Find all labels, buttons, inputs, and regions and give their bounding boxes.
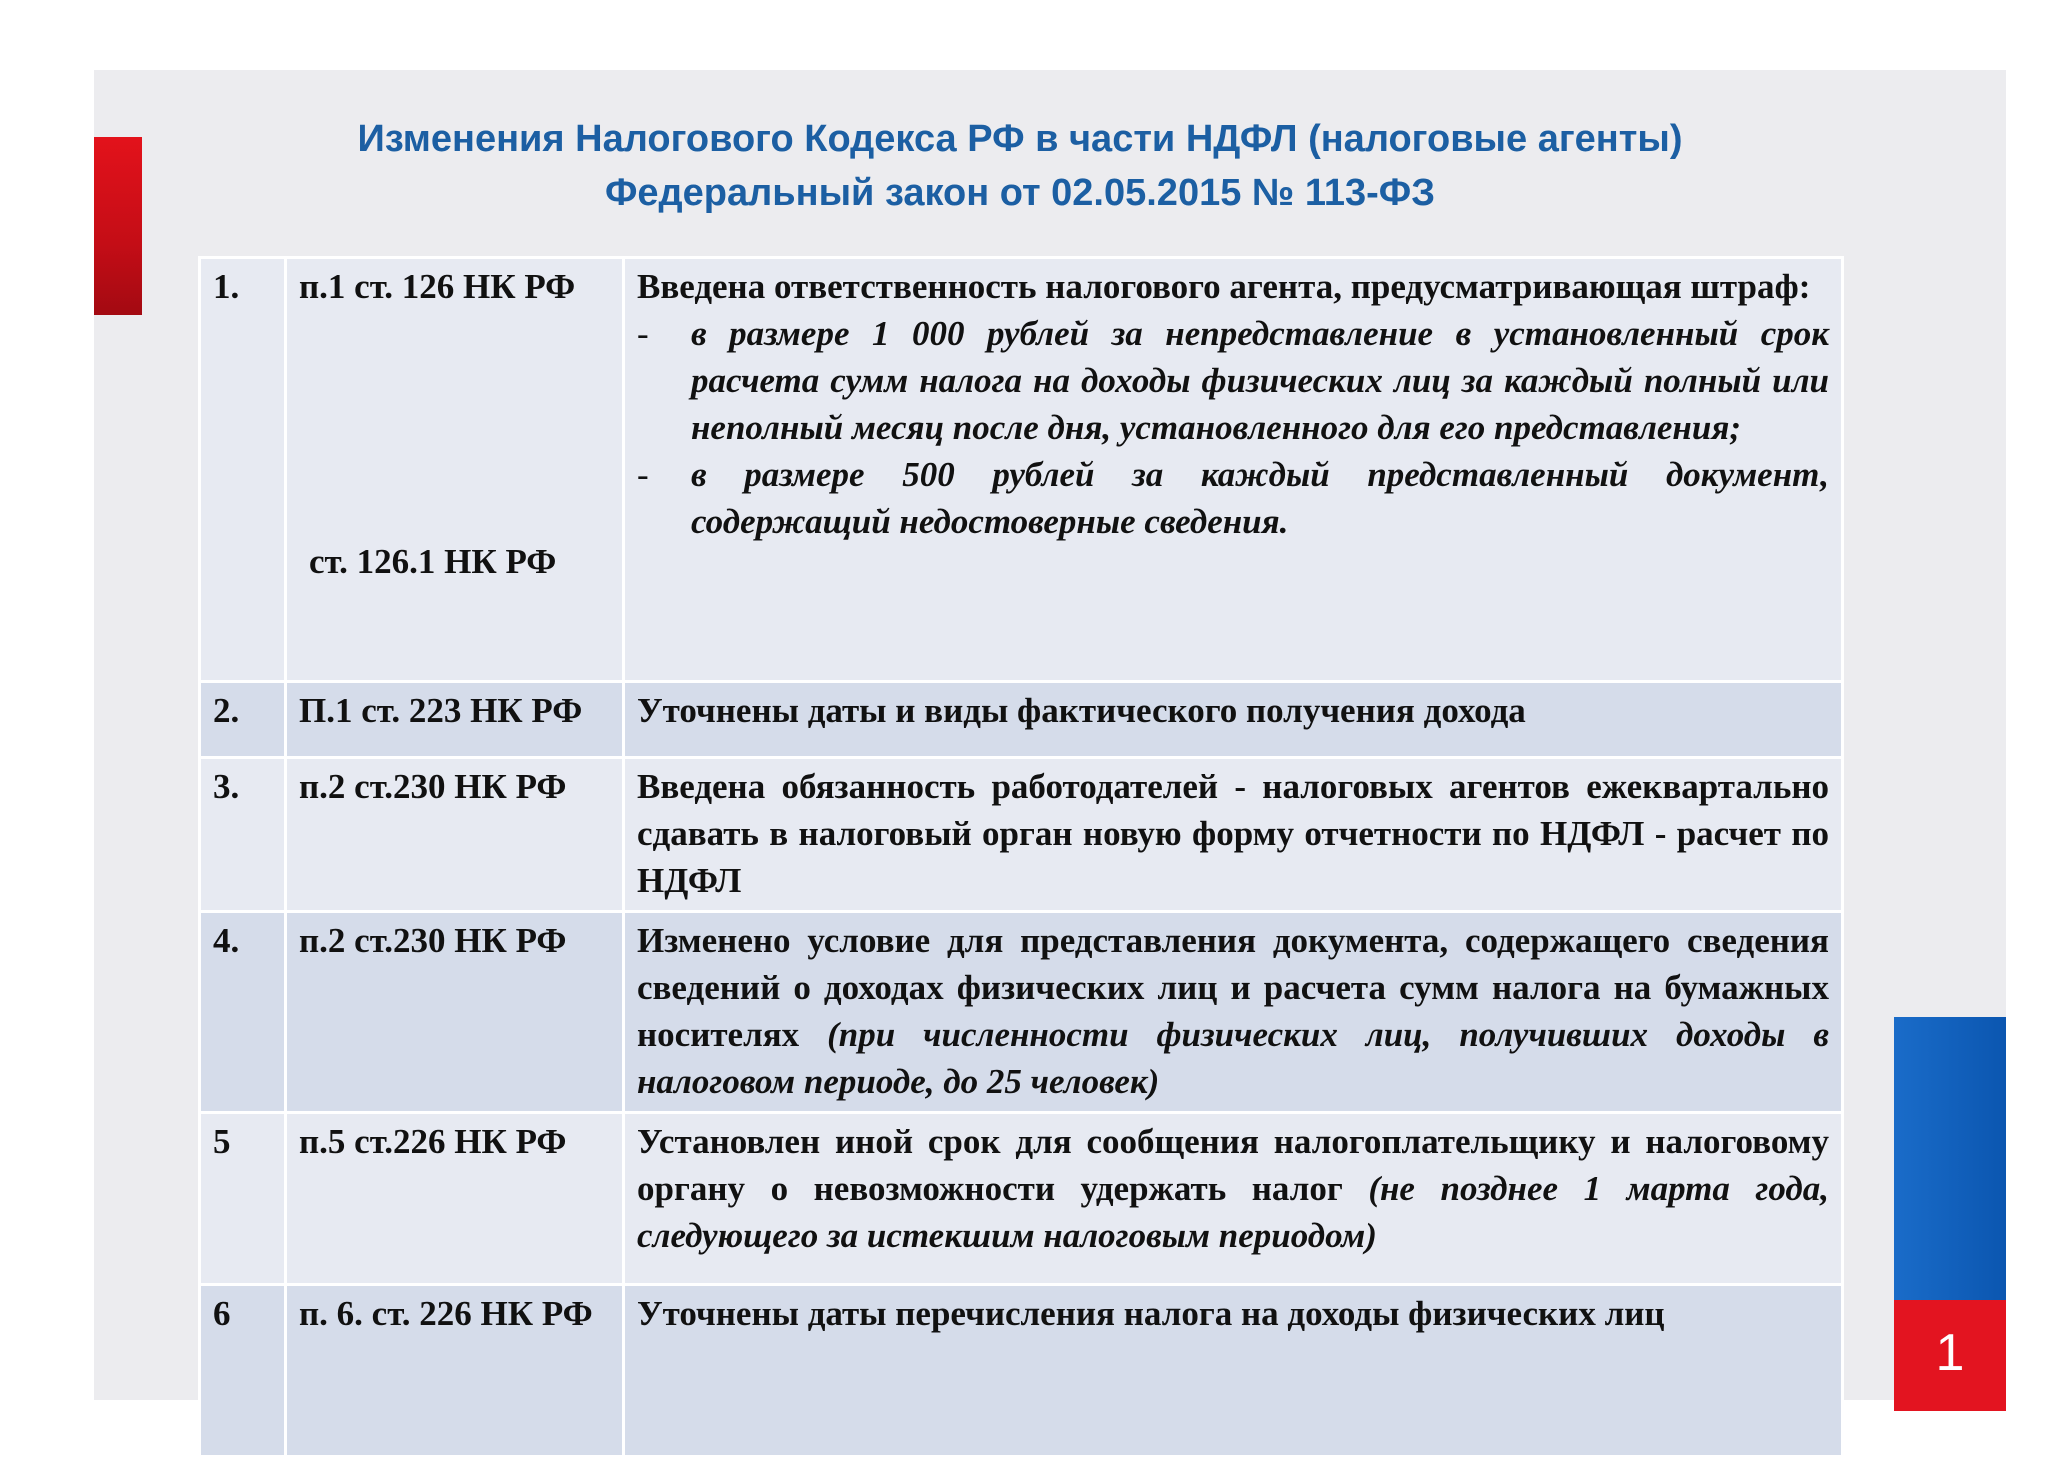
title-line-2: Федеральный закон от 02.05.2015 № 113-ФЗ (604, 172, 1436, 214)
page-number: 1 (1935, 1324, 1965, 1382)
table-row (200, 1113, 1843, 1285)
change-description (624, 912, 1843, 1113)
title-line-1: Изменения Налогового Кодекса РФ в части НДФЛ (налоговые агенты) (357, 118, 1683, 160)
page-title (200, 112, 1840, 220)
row-number: 3. (200, 758, 286, 912)
row-number: 1. (200, 258, 286, 682)
law-reference-secondary: ст. 126.1 НК РФ (309, 542, 557, 581)
change-description: Уточнены даты и виды фактического получения дохода (624, 682, 1843, 758)
description-text: Изменено условие для представления документа, содержащего сведения сведений о доходах физических лиц и расчета сумм налога на бумажных носителях (637, 921, 1829, 1054)
table-row (200, 912, 1843, 1113)
list-item: - в размере 1 000 рублей за непредставление в установленный срок расчета сумм налога на доходы физических лиц за каждый полный или неполный месяц после дня, установленного для его представления; (637, 310, 1829, 451)
description-text: Установлен иной срок для сообщения налогоплательщику и налоговому органу о невозможности удержать налог (637, 1122, 1829, 1208)
table-row (200, 258, 1843, 682)
law-reference-primary: п.1 ст. 126 НК РФ (299, 267, 576, 306)
row-number: 5 (200, 1113, 286, 1285)
table-row (200, 1285, 1843, 1457)
law-reference: П.1 ст. 223 НК РФ (286, 682, 624, 758)
flag-blue-stripe (1894, 1017, 2006, 1300)
change-description: Введена обязанность работодателей - налоговых агентов ежеквартально сдавать в налоговый орган новую форму отчетности по НДФЛ - расчет по НДФЛ (624, 758, 1843, 912)
list-item: - в размере 500 рублей за каждый представленный документ, содержащий недостоверные сведения. (637, 451, 1829, 545)
row-number: 6 (200, 1285, 286, 1457)
table-row (200, 758, 1843, 912)
law-reference (286, 258, 624, 682)
description-note: (не позднее 1 марта года, следующего за истекшим налоговым периодом) (637, 1169, 1829, 1255)
row-number: 4. (200, 912, 286, 1113)
change-description (624, 258, 1843, 682)
red-accent-bar (94, 137, 142, 315)
change-description: Уточнены даты перечисления налога на доходы физических лиц (624, 1285, 1843, 1457)
law-reference: п.5 ст.226 НК РФ (286, 1113, 624, 1285)
law-reference: п.2 ст.230 НК РФ (286, 912, 624, 1113)
table-row (200, 682, 1843, 758)
fine-list (637, 310, 1829, 545)
description-note: (при численности физических лиц, получивших доходы в налоговом периоде, до 25 человек) (637, 1015, 1830, 1101)
changes-table (198, 256, 1844, 1458)
change-description (624, 1113, 1843, 1285)
row-number: 2. (200, 682, 286, 758)
law-reference: п. 6. ст. 226 НК РФ (286, 1285, 624, 1457)
description-text: Введена ответственность налогового агента, предусматривающая штраф: (637, 267, 1811, 306)
law-reference: п.2 ст.230 НК РФ (286, 758, 624, 912)
